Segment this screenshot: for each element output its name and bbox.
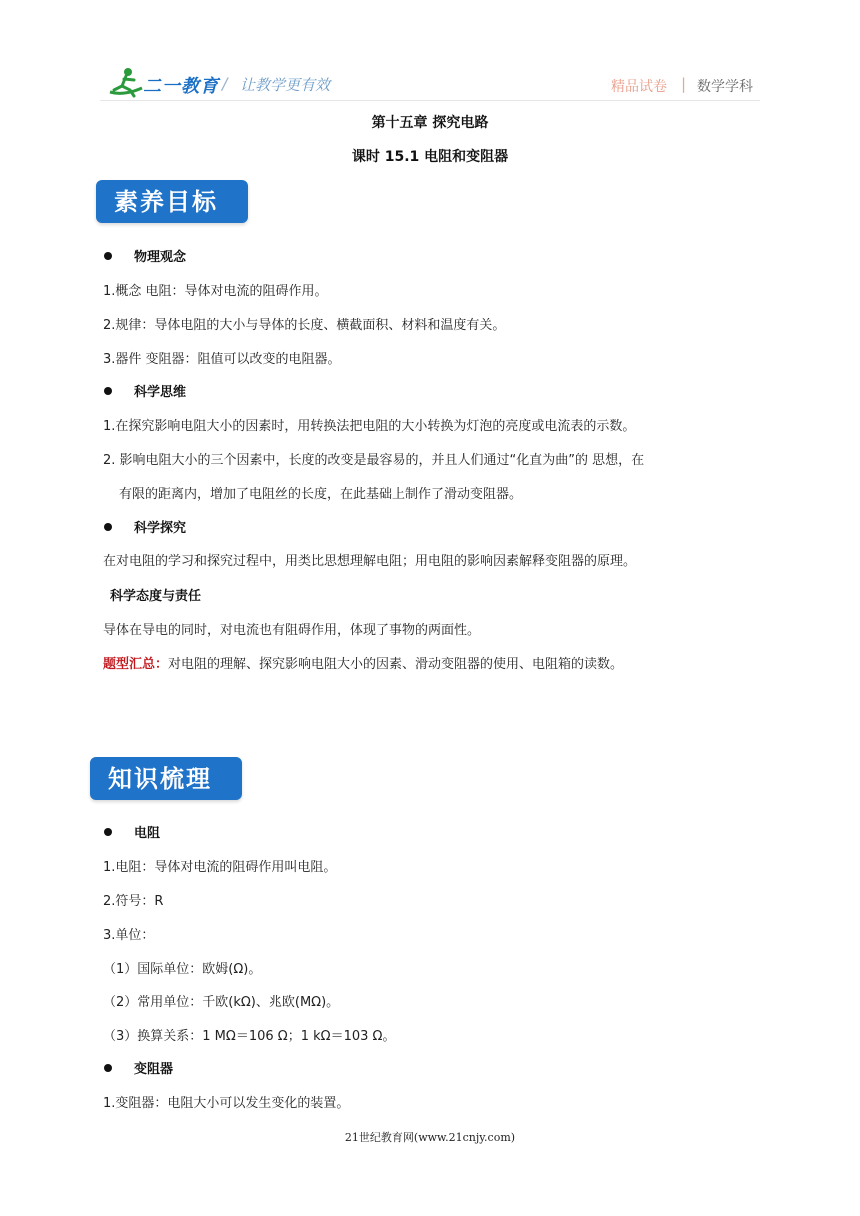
knowledge-line: 3.单位： bbox=[103, 928, 155, 943]
summary-line bbox=[103, 653, 623, 672]
bullet-dot-icon bbox=[104, 828, 112, 836]
header-separator: | bbox=[681, 75, 687, 93]
knowledge-line: （3）换算关系：1 MΩ＝106 Ω；1 kΩ＝103 Ω。 bbox=[103, 1029, 396, 1044]
header-tag: 精品试卷 bbox=[611, 79, 667, 95]
knowledge-line: （1）国际单位：欧姆(Ω)。 bbox=[103, 962, 262, 977]
goal-heading-physics: 物理观念 bbox=[104, 246, 186, 265]
bullet-dot-icon bbox=[104, 1064, 112, 1072]
summary-label: 题型汇总： bbox=[103, 657, 169, 672]
goal-line: 1.概念 电阻：导体对电流的阻碍作用。 bbox=[103, 284, 328, 299]
header-subject: 数学学科 bbox=[697, 79, 753, 95]
page-footer: 21世纪教育网(www.21cnjy.com) bbox=[344, 1131, 516, 1144]
goal-heading-attitude: 科学态度与责任 bbox=[110, 589, 202, 604]
lesson-title: 课时 15.1 电阻和变阻器 bbox=[351, 149, 509, 165]
brand-name: 二一教育 bbox=[143, 76, 219, 97]
chapter-title: 第十五章 探究电路 bbox=[371, 115, 489, 131]
knowledge-line: 2.符号：R bbox=[103, 894, 164, 909]
section-banner-goals: 素养目标 bbox=[96, 180, 248, 223]
goal-line: 有限的距离内，增加了电阻丝的长度，在此基础上制作了滑动变阻器。 bbox=[119, 487, 523, 502]
knowledge-line: （2）常用单位：千欧(kΩ)、兆欧(MΩ)。 bbox=[103, 995, 340, 1010]
knowledge-line: 1.电阻：导体对电流的阻碍作用叫电阻。 bbox=[103, 860, 337, 875]
knowledge-heading-resistance: 电阻 bbox=[104, 822, 160, 841]
bullet-dot-icon bbox=[104, 387, 112, 395]
goal-line: 导体在导电的同时，对电流也有阻碍作用，体现了事物的两面性。 bbox=[103, 623, 481, 638]
goal-heading-inquiry: 科学探究 bbox=[104, 517, 186, 536]
header-divider bbox=[100, 100, 760, 101]
knowledge-line: 1.变阻器：电阻大小可以发生变化的装置。 bbox=[103, 1096, 350, 1111]
goal-line: 2.规律：导体电阻的大小与导体的长度、横截面积、材料和温度有关。 bbox=[103, 318, 506, 333]
knowledge-heading-rheostat: 变阻器 bbox=[104, 1058, 173, 1077]
summary-text: 对电阻的理解、探究影响电阻大小的因素、滑动变阻器的使用、电阻箱的读数。 bbox=[168, 657, 624, 672]
section-banner-knowledge: 知识梳理 bbox=[90, 757, 242, 800]
slogan-separator: / bbox=[222, 74, 228, 93]
goal-heading-thinking: 科学思维 bbox=[104, 381, 186, 400]
bullet-dot-icon bbox=[104, 523, 112, 531]
goal-line: 在对电阻的学习和探究过程中，用类比思想理解电阻；用电阻的影响因素解释变阻器的原理。 bbox=[103, 554, 637, 569]
goal-line: 2. 影响电阻大小的三个因素中，长度的改变是最容易的，并且人们通过“化直为曲”的 思想，在 bbox=[103, 453, 645, 468]
goal-line: 3.器件 变阻器：阻值可以改变的电阻器。 bbox=[103, 352, 341, 367]
goal-line: 1.在探究影响电阻大小的因素时，用转换法把电阻的大小转换为灯泡的亮度或电流表的示数。 bbox=[103, 419, 636, 434]
brand-slogan: 让教学更有效 bbox=[240, 76, 331, 94]
bullet-dot-icon bbox=[104, 252, 112, 260]
